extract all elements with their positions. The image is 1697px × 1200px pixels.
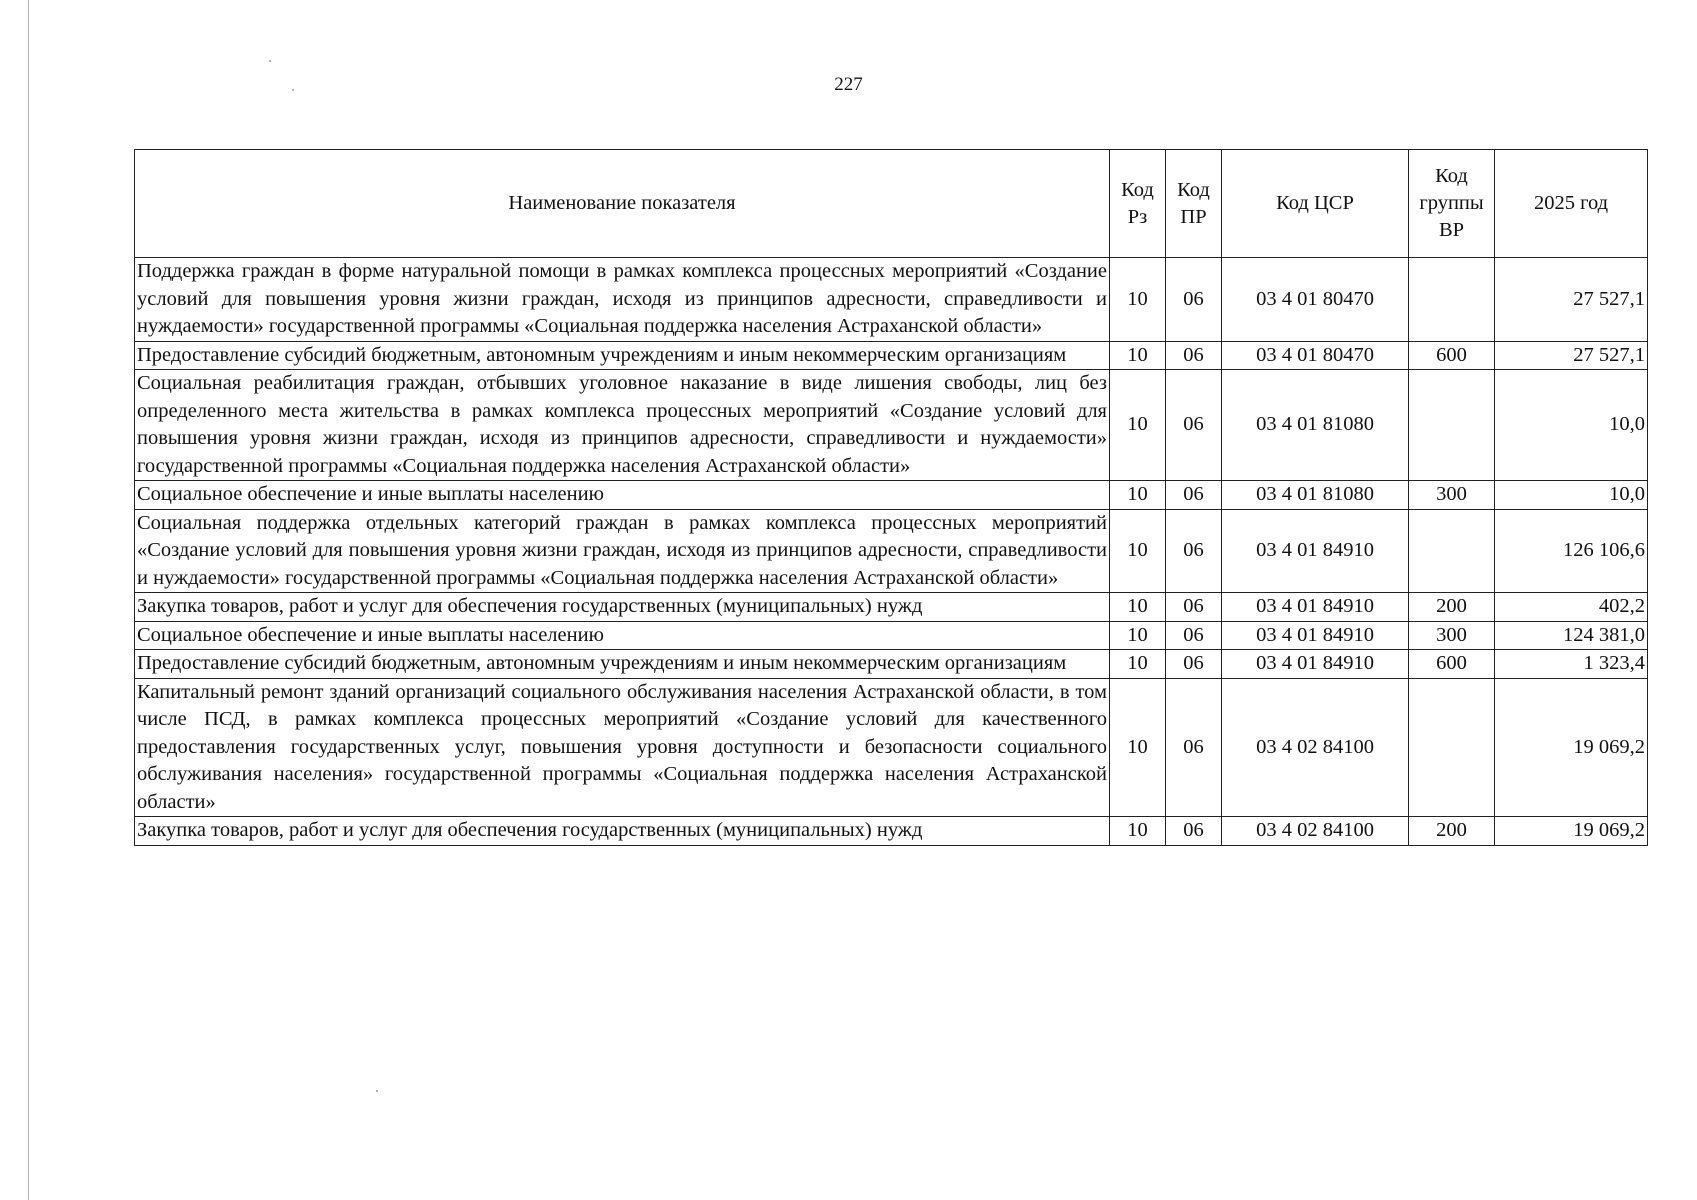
row-vr: 200 xyxy=(1409,817,1495,846)
row-amount: 19 069,2 xyxy=(1495,817,1648,846)
table-row xyxy=(135,650,1648,679)
row-csr: 03 4 02 84100 xyxy=(1222,817,1409,846)
row-csr: 03 4 01 84910 xyxy=(1222,650,1409,679)
row-rz: 10 xyxy=(1110,481,1166,510)
table-row xyxy=(135,621,1648,650)
row-amount: 10,0 xyxy=(1495,370,1648,481)
table-row xyxy=(135,481,1648,510)
row-csr: 03 4 01 80470 xyxy=(1222,258,1409,342)
row-name: Социальное обеспечение и иные выплаты населению xyxy=(135,621,1110,650)
row-pr: 06 xyxy=(1166,621,1222,650)
scan-page-edge xyxy=(28,0,29,1200)
row-amount: 19 069,2 xyxy=(1495,678,1648,817)
row-name: Социальная поддержка отдельных категорий граждан в рамках комплекса процессных мероприятий «Создание условий для повышения уровня жизни граждан, исходя из принципов адресности, справедливости и нуждаемости» государственной программы «Социальная поддержка населения Астраханской области» xyxy=(135,509,1110,593)
row-pr: 06 xyxy=(1166,593,1222,622)
table-row xyxy=(135,509,1648,593)
row-pr: 06 xyxy=(1166,509,1222,593)
row-name: Социальная реабилитация граждан, отбывших уголовное наказание в виде лишения свободы, лиц без определенного места жительства в рамках комплекса процессных мероприятий «Создание условий для повышения уровня жизни граждан, исходя из принципов адресности, справедливости и нуждаемости» государственной программы «Социальная поддержка населения Астраханской области» xyxy=(135,370,1110,481)
page-number: 227 xyxy=(834,74,863,95)
row-rz: 10 xyxy=(1110,509,1166,593)
table-header xyxy=(135,150,1648,258)
table-row xyxy=(135,370,1648,481)
row-csr: 03 4 02 84100 xyxy=(1222,678,1409,817)
row-pr: 06 xyxy=(1166,817,1222,846)
table-row xyxy=(135,258,1648,342)
row-vr: 600 xyxy=(1409,650,1495,679)
row-name: Предоставление субсидий бюджетным, автономным учреждениям и иным некоммерческим организациям xyxy=(135,341,1110,370)
table-row xyxy=(135,341,1648,370)
row-rz: 10 xyxy=(1110,621,1166,650)
row-amount: 124 381,0 xyxy=(1495,621,1648,650)
row-vr: 300 xyxy=(1409,481,1495,510)
row-csr: 03 4 01 81080 xyxy=(1222,481,1409,510)
row-rz: 10 xyxy=(1110,593,1166,622)
row-name: Закупка товаров, работ и услуг для обеспечения государственных (муниципальных) нужд xyxy=(135,593,1110,622)
scan-speck xyxy=(376,1090,378,1092)
header-pr: Код ПР xyxy=(1166,150,1222,258)
row-vr xyxy=(1409,509,1495,593)
header-rz: Код Рз xyxy=(1110,150,1166,258)
row-csr: 03 4 01 84910 xyxy=(1222,621,1409,650)
row-amount: 27 527,1 xyxy=(1495,341,1648,370)
header-row xyxy=(135,150,1648,258)
row-pr: 06 xyxy=(1166,678,1222,817)
row-name: Капитальный ремонт зданий организаций социального обслуживания населения Астраханской области, в том числе ПСД, в рамках комплекса процессных мероприятий «Создание условий для качественного предоставления государственных услуг, повышения уровня доступности и безопасности социального обслуживания населения» государственной программы «Социальная поддержка населения Астраханской области» xyxy=(135,678,1110,817)
table-row xyxy=(135,817,1648,846)
row-name: Поддержка граждан в форме натуральной помощи в рамках комплекса процессных мероприятий «Создание условий для повышения уровня жизни граждан, исходя из принципов адресности, справедливости и нуждаемости» государственной программы «Социальная поддержка населения Астраханской области» xyxy=(135,258,1110,342)
header-vr: Код группы ВР xyxy=(1409,150,1495,258)
row-pr: 06 xyxy=(1166,258,1222,342)
row-pr: 06 xyxy=(1166,341,1222,370)
row-name: Предоставление субсидий бюджетным, автономным учреждениям и иным некоммерческим организациям xyxy=(135,650,1110,679)
row-vr: 200 xyxy=(1409,593,1495,622)
budget-table xyxy=(134,149,1648,846)
row-name: Закупка товаров, работ и услуг для обеспечения государственных (муниципальных) нужд xyxy=(135,817,1110,846)
row-rz: 10 xyxy=(1110,370,1166,481)
scan-speck xyxy=(269,60,271,62)
row-vr xyxy=(1409,678,1495,817)
table-row xyxy=(135,593,1648,622)
row-rz: 10 xyxy=(1110,678,1166,817)
row-rz: 10 xyxy=(1110,817,1166,846)
row-rz: 10 xyxy=(1110,341,1166,370)
row-vr xyxy=(1409,370,1495,481)
row-rz: 10 xyxy=(1110,650,1166,679)
row-amount: 27 527,1 xyxy=(1495,258,1648,342)
row-name: Социальное обеспечение и иные выплаты населению xyxy=(135,481,1110,510)
row-csr: 03 4 01 84910 xyxy=(1222,593,1409,622)
row-amount: 126 106,6 xyxy=(1495,509,1648,593)
row-vr xyxy=(1409,258,1495,342)
row-vr: 600 xyxy=(1409,341,1495,370)
header-year: 2025 год xyxy=(1495,150,1648,258)
header-name: Наименование показателя xyxy=(135,150,1110,258)
row-rz: 10 xyxy=(1110,258,1166,342)
row-csr: 03 4 01 81080 xyxy=(1222,370,1409,481)
row-amount: 10,0 xyxy=(1495,481,1648,510)
table-body xyxy=(135,258,1648,846)
row-csr: 03 4 01 84910 xyxy=(1222,509,1409,593)
table-row xyxy=(135,678,1648,817)
row-csr: 03 4 01 80470 xyxy=(1222,341,1409,370)
row-pr: 06 xyxy=(1166,481,1222,510)
row-amount: 1 323,4 xyxy=(1495,650,1648,679)
row-amount: 402,2 xyxy=(1495,593,1648,622)
row-pr: 06 xyxy=(1166,370,1222,481)
row-pr: 06 xyxy=(1166,650,1222,679)
row-vr: 300 xyxy=(1409,621,1495,650)
header-csr: Код ЦСР xyxy=(1222,150,1409,258)
